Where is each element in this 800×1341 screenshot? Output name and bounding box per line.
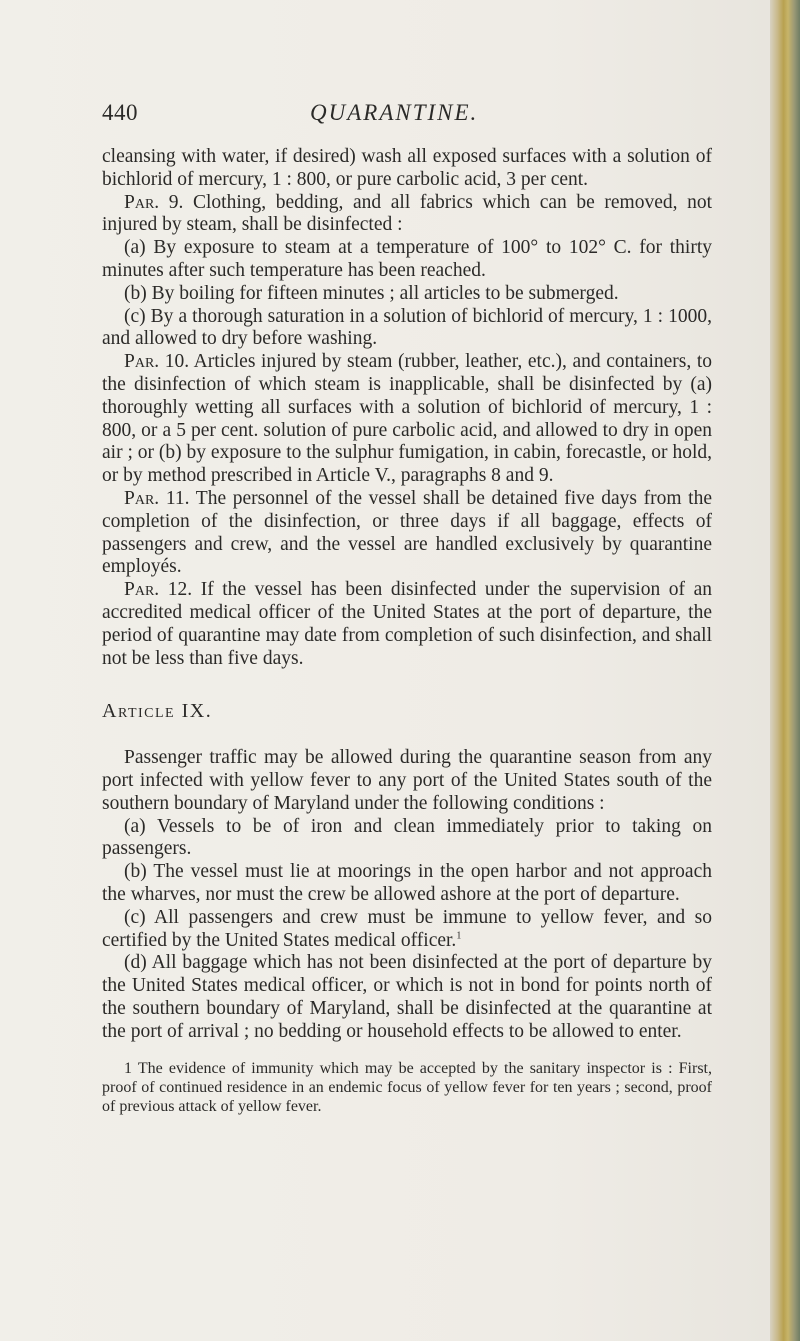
book-binding-edge — [770, 0, 800, 1341]
body-text — [102, 146, 712, 1116]
par-text: 12. If the vessel has been disinfected under the supervision of an accredited medical officer of the United States at the port of departure, the period of quarantine may date from completion of such disinfection, and shall not be less than five days. — [102, 579, 712, 669]
running-title: QUARANTINE. — [310, 100, 479, 125]
article-heading: Article IX. — [102, 700, 213, 723]
condition-d: (d) All baggage which has not been disinfected at the port of departure by the United States medical officer, or which is not in bond for points north of the southern boundary of Maryland, shall be disinfected at the quarantine at the port of arrival ; no bedding or household effects to be allowed to enter. — [102, 952, 712, 1042]
par-label: Par. — [124, 351, 160, 373]
par-label: Par. — [124, 487, 160, 509]
paragraph-continuation: cleansing with water, if desired) wash all exposed surfaces with a solution of bichlorid of mercury, 1 : 800, or pure carbolic acid, 3 per cent. — [102, 146, 712, 190]
paragraph-par-12 — [102, 579, 712, 670]
condition-c — [102, 907, 712, 953]
paragraph-par-9 — [102, 192, 712, 238]
clause-c: (c) By a thorough saturation in a solution of bichlorid of mercury, 1 : 1000, and allowed to dry before washing. — [102, 305, 712, 350]
par-text: 10. Articles injured by steam (rubber, leather, etc.), and containers, to the disinfection of which steam is inapplicable, shall be disinfected by (a) thoroughly wetting all surfaces with a solution of bichlorid of mercury, 1 : 800, or a 5 per cent. solution of pure carbolic acid, and allowed to dry in open air ; or (b) by exposure to the sulphur fumigation, in cabin, forecastle, or hold, or by method prescribed in Article V., paragraphs 8 and 9. — [102, 351, 712, 487]
par-text: 11. The personnel of the vessel shall be detained five days from the completion of the disinfection, or three days if all baggage, effects of passengers and crew, and the vessel are handled exclusively by quarantine employés. — [102, 487, 712, 578]
footnote-mark: 1 — [124, 1060, 132, 1078]
condition-a: (a) Vessels to be of iron and clean immediately prior to taking on passengers. — [102, 815, 712, 860]
par-text: 9. Clothing, bedding, and all fabrics which can be removed, not injured by steam, shall be disinfected : — [102, 191, 712, 236]
condition-c-text: (c) All passengers and crew must be immune to yellow fever, and so certified by the United States medical officer. — [102, 906, 712, 951]
condition-b: (b) The vessel must lie at moorings in the open harbor and not approach the wharves, nor must the crew be allowed ashore at the port of departure. — [102, 861, 712, 905]
article-intro: Passenger traffic may be allowed during the quarantine season from any port infected with yellow fever to any port of the United States south of the southern boundary of Maryland under the following conditions : — [102, 747, 712, 814]
footnote — [102, 1059, 712, 1116]
par-label: Par. — [124, 579, 160, 601]
clause-a: (a) By exposure to steam at a temperature of 100° to 102° C. for thirty minutes after such temperature has been reached. — [102, 237, 712, 281]
paragraph-par-11 — [102, 488, 712, 579]
par-label: Par. — [124, 191, 160, 213]
footnote-text: The evidence of immunity which may be accepted by the sanitary inspector is : First, proof of continued residence in an endemic focus of yellow fever for ten years ; second, proof of previous attack of yellow fever. — [102, 1060, 712, 1116]
clause-b: (b) By boiling for fifteen minutes ; all articles to be submerged. — [124, 282, 619, 304]
page-number: 440 — [102, 100, 138, 125]
paragraph-par-10 — [102, 351, 712, 488]
running-head — [0, 100, 770, 132]
footnote-reference: 1 — [456, 930, 462, 941]
